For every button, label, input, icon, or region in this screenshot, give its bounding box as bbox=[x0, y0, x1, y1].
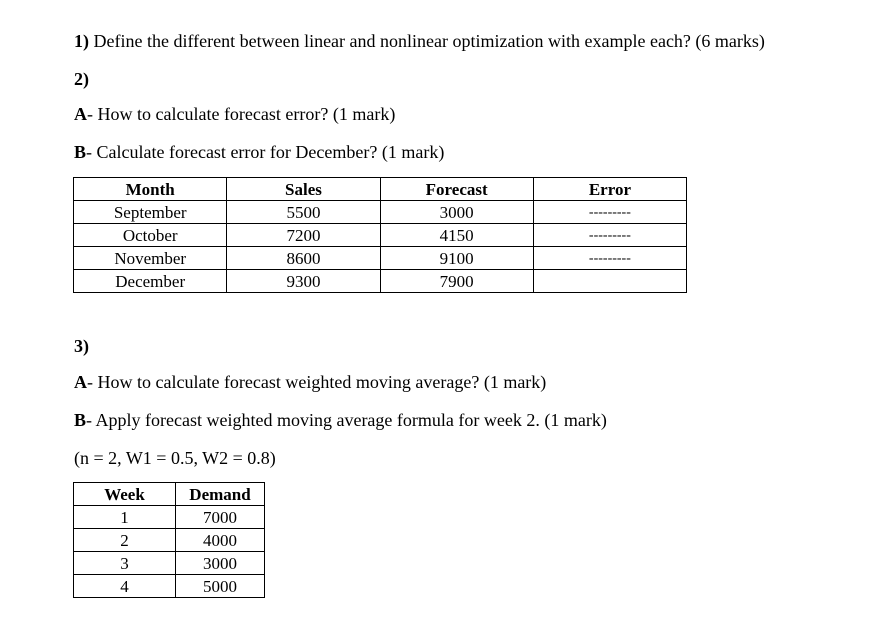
cell-week: 2 bbox=[74, 529, 176, 552]
table-row bbox=[74, 529, 265, 552]
cell-error: --------- bbox=[533, 201, 686, 224]
cell-forecast: 9100 bbox=[380, 247, 533, 270]
table-row bbox=[74, 575, 265, 598]
question-2b-text: - Calculate forecast error for December? (1 mark) bbox=[86, 142, 445, 162]
question-3a bbox=[74, 371, 546, 393]
question-3b bbox=[74, 409, 607, 431]
header-month: Month bbox=[74, 178, 227, 201]
cell-demand: 4000 bbox=[176, 529, 265, 552]
table-row bbox=[74, 224, 687, 247]
cell-week: 4 bbox=[74, 575, 176, 598]
question-3a-label: A bbox=[74, 372, 87, 392]
question-2-number: 2) bbox=[74, 69, 89, 89]
cell-sales: 9300 bbox=[227, 270, 380, 293]
cell-sales: 5500 bbox=[227, 201, 380, 224]
question-3b-text: - Apply forecast weighted moving average formula for week 2. (1 mark) bbox=[86, 410, 607, 430]
cell-sales: 8600 bbox=[227, 247, 380, 270]
question-1-number: 1) bbox=[74, 31, 89, 51]
question-2b-label: B bbox=[74, 142, 87, 162]
cell-error: --------- bbox=[533, 247, 686, 270]
question-3a-text: - How to calculate forecast weighted moving average? (1 mark) bbox=[87, 372, 547, 392]
table-row bbox=[74, 270, 687, 293]
header-demand: Demand bbox=[176, 483, 265, 506]
table-row bbox=[74, 201, 687, 224]
header-error: Error bbox=[533, 178, 686, 201]
cell-week: 1 bbox=[74, 506, 176, 529]
question-3-params: (n = 2, W1 = 0.5, W2 = 0.8) bbox=[74, 448, 276, 468]
question-2a-label: A bbox=[74, 104, 87, 124]
cell-month: December bbox=[74, 270, 227, 293]
table-row bbox=[74, 506, 265, 529]
cell-forecast: 3000 bbox=[380, 201, 533, 224]
question-1-text: Define the different between linear and nonlinear optimization with example each? (6 marks) bbox=[89, 31, 765, 51]
table-header-row bbox=[74, 483, 265, 506]
cell-error bbox=[533, 270, 686, 293]
forecast-error-table bbox=[73, 177, 687, 293]
weekly-demand-table bbox=[73, 482, 265, 598]
header-forecast: Forecast bbox=[380, 178, 533, 201]
cell-demand: 3000 bbox=[176, 552, 265, 575]
cell-month: October bbox=[74, 224, 227, 247]
cell-sales: 7200 bbox=[227, 224, 380, 247]
cell-demand: 7000 bbox=[176, 506, 265, 529]
header-week: Week bbox=[74, 483, 176, 506]
question-1 bbox=[74, 30, 765, 52]
question-2b bbox=[74, 141, 444, 163]
table-header-row bbox=[74, 178, 687, 201]
header-sales: Sales bbox=[227, 178, 380, 201]
question-3b-label: B bbox=[74, 410, 87, 430]
cell-demand: 5000 bbox=[176, 575, 265, 598]
cell-error: --------- bbox=[533, 224, 686, 247]
cell-forecast: 4150 bbox=[380, 224, 533, 247]
cell-month: September bbox=[74, 201, 227, 224]
cell-forecast: 7900 bbox=[380, 270, 533, 293]
question-2a bbox=[74, 103, 395, 125]
question-2a-text: - How to calculate forecast error? (1 mark) bbox=[87, 104, 396, 124]
cell-month: November bbox=[74, 247, 227, 270]
table-row bbox=[74, 247, 687, 270]
cell-week: 3 bbox=[74, 552, 176, 575]
question-3-number: 3) bbox=[74, 336, 89, 356]
table-row bbox=[74, 552, 265, 575]
